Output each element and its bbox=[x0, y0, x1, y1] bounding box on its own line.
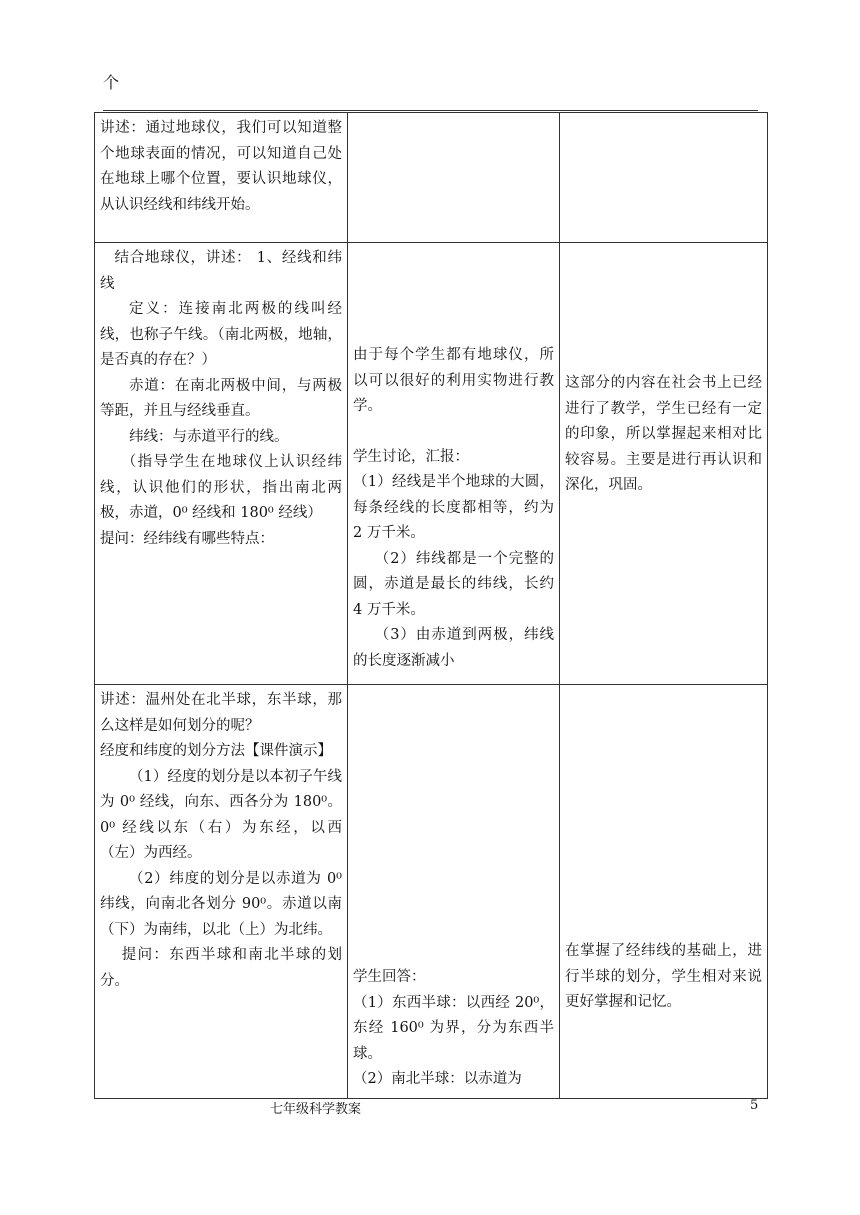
design-intent-cell bbox=[560, 113, 768, 243]
teacher-activity-cell bbox=[95, 685, 348, 1099]
teacher-text: （2）纬度的划分是以赤道为 0⁰ 纬线，向南北各划分 90⁰。赤道以南（下）为南纬，以北（上）为北纬。 bbox=[100, 870, 342, 938]
teacher-text: 讲述：温州处在北半球，东半球，那么这样是如何划分的呢？ bbox=[100, 692, 342, 734]
student-text: 学生讨论，汇报： bbox=[353, 448, 469, 465]
footer-title: 七年级科学教案 bbox=[270, 1102, 362, 1117]
student-activity-cell bbox=[348, 243, 560, 685]
table-row bbox=[95, 243, 768, 685]
teacher-text: 定义：连接南北两极的线叫经线，也称子午线。（南北两极，地轴，是否真的存在？） bbox=[100, 301, 342, 368]
student-text: （1）经线是半个地球的大圆，每条经线的长度都相等，约为 2 万千米。 bbox=[353, 474, 554, 541]
student-text: （3）由赤道到两极，纬线的长度逐渐减小 bbox=[353, 627, 554, 669]
table-row bbox=[95, 113, 768, 243]
teacher-text: 纬线：与赤道平行的线。 bbox=[129, 428, 289, 445]
intent-text: 在掌握了经纬线的基础上，进行半球的划分，学生相对来说更好掌握和记忆。 bbox=[565, 943, 762, 1010]
teacher-activity-cell bbox=[95, 113, 348, 243]
student-text: （1）东西半球：以西经 20⁰，东经 160⁰ 为界，分为东西半球。 bbox=[353, 994, 554, 1062]
teacher-activity-cell bbox=[95, 243, 348, 685]
intent-text: 这部分的内容在社会书上已经进行了教学，学生已经有一定的印象，所以掌握起来相对比较容易。主要是进行再认识和深化，巩固。 bbox=[565, 375, 762, 493]
student-activity-cell bbox=[348, 685, 560, 1099]
teacher-text: 提问：经纬线有哪些特点： bbox=[100, 530, 274, 547]
teacher-text: 经度和纬度的划分方法【课件演示】 bbox=[100, 743, 332, 759]
spacer bbox=[353, 420, 554, 445]
student-text: 学生回答： bbox=[353, 969, 426, 985]
design-intent-cell bbox=[560, 243, 768, 685]
teacher-text: 提问：东西半球和南北半球的划分。 bbox=[100, 947, 342, 989]
design-intent-cell bbox=[560, 685, 768, 1099]
header-rule bbox=[103, 110, 758, 111]
student-activity-cell bbox=[348, 113, 560, 243]
teacher-text: （1）经度的划分是以本初子午线为 0⁰ 经线，向东、西各分为 180⁰。0⁰ 经线以东（右）为东经，以西（左）为西经。 bbox=[100, 768, 342, 861]
teacher-text: 赤道：在南北两极中间，与两极等距，并且与经线垂直。 bbox=[100, 377, 342, 419]
carryover-text: 个 bbox=[103, 73, 120, 92]
student-text: （2）纬线都是一个完整的圆，赤道是最长的纬线，长约 4 万千米。 bbox=[353, 550, 554, 618]
table-row bbox=[95, 685, 768, 1099]
lesson-plan-table bbox=[94, 112, 768, 1099]
page-number: 5 bbox=[750, 1098, 759, 1113]
student-text: 由于每个学生都有地球仪，所以可以很好的利用实物进行教学。 bbox=[353, 347, 554, 414]
teacher-text: 结合地球仪，讲述： 1、经线和纬线 bbox=[100, 250, 342, 292]
teacher-text: 讲述：通过地球仪，我们可以知道整个地球表面的情况，可以知道自己处在地球上哪个位置，要认识地球仪，从认识经线和纬线开始。 bbox=[100, 120, 342, 213]
student-text: （2）南北半球：以赤道为 bbox=[353, 1071, 522, 1087]
teacher-text: （指导学生在地球仪上认识经纬线，认识他们的形状，指出南北两极，赤道，0⁰ 经线和 180⁰ 经线） bbox=[100, 454, 342, 521]
